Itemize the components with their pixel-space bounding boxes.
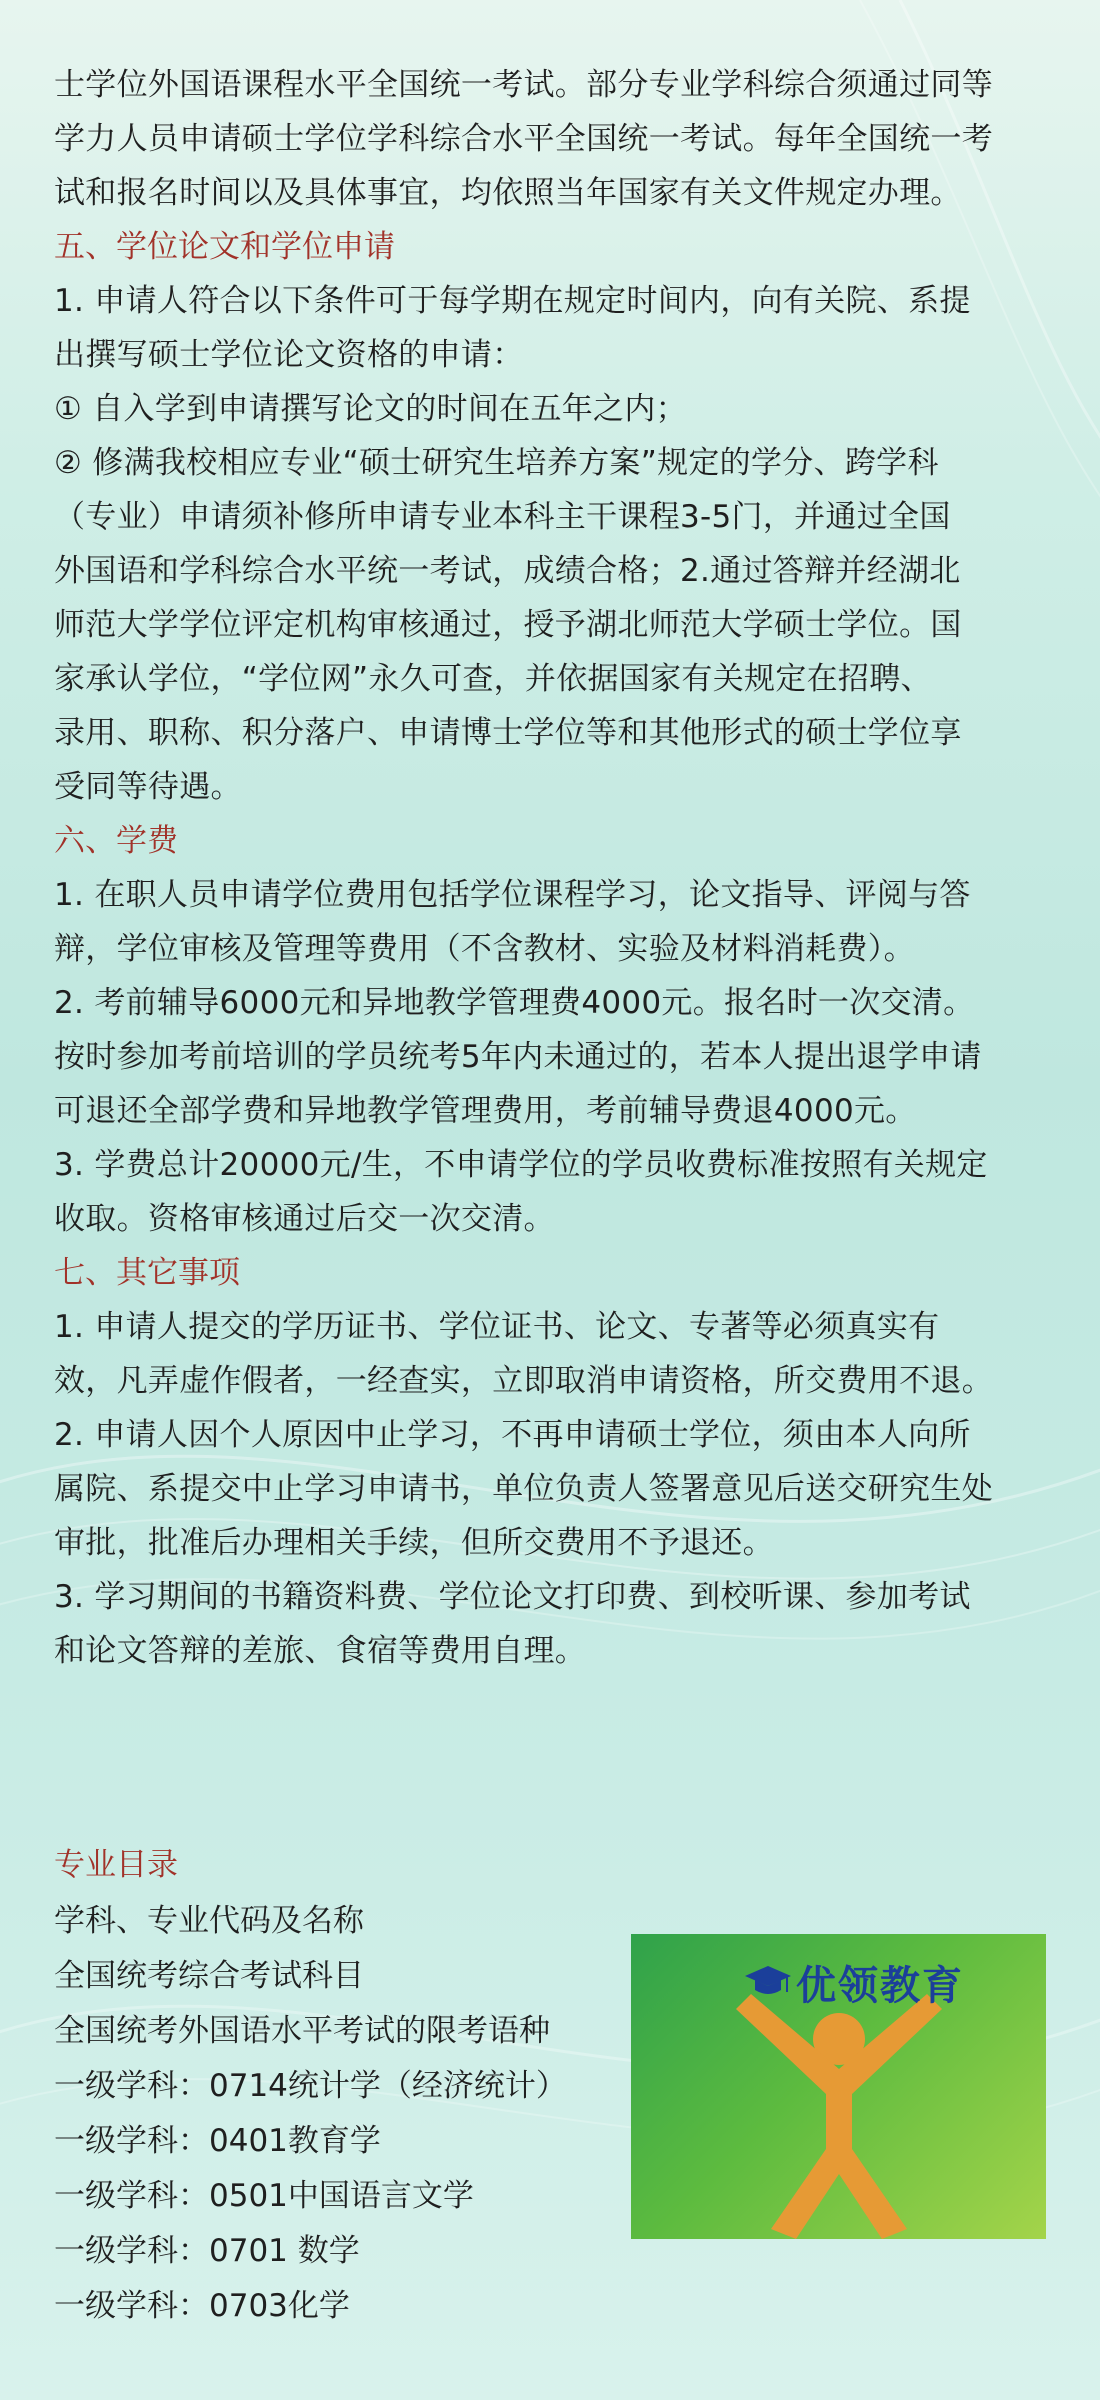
text-line: 属院、系提交中止学习申请书，单位负责人签署意见后送交研究生处	[54, 1471, 993, 1507]
text-line: 士学位外国语课程水平全国统一考试。部分专业学科综合须通过同等	[54, 67, 993, 103]
text-line: 和论文答辩的差旅、食宿等费用自理。	[54, 1633, 587, 1669]
text-line: 按时参加考前培训的学员统考5年内未通过的，若本人提出退学申请	[54, 1039, 982, 1075]
text-line: 审批，批准后办理相关手续，但所交费用不予退还。	[54, 1525, 774, 1561]
text-line: 3. 学费总计20000元/生，不申请学位的学员收费标准按照有关规定	[54, 1147, 988, 1183]
text-line: 效，凡弄虚作假者，一经查实，立即取消申请资格，所交费用不退。	[54, 1363, 993, 1399]
directory-item: 一级学科：0701 数学	[54, 2233, 360, 2269]
text-line: 受同等待遇。	[54, 769, 242, 805]
section-heading: 六、学费	[54, 823, 178, 859]
text-line: 3. 学习期间的书籍资料费、学位论文打印费、到校听课、参加考试	[54, 1579, 971, 1615]
text-line: 师范大学学位评定机构审核通过，授予湖北师范大学硕士学位。国	[54, 607, 962, 643]
text-line: ① 自入学到申请撰写论文的时间在五年之内；	[54, 391, 687, 427]
text-line: 1. 申请人提交的学历证书、学位证书、论文、专著等必须真实有	[54, 1309, 940, 1345]
logo-text: 优领教育	[796, 1963, 964, 2009]
text-line: 1. 在职人员申请学位费用包括学位课程学习，论文指导、评阅与答	[54, 877, 971, 913]
text-line: 家承认学位，“学位网”永久可查，并依据国家有关规定在招聘、	[54, 661, 932, 697]
directory-item: 全国统考外国语水平考试的限考语种	[54, 2013, 550, 2049]
text-line: ② 修满我校相应专业“硕士研究生培养方案”规定的学分、跨学科	[54, 445, 939, 481]
document-body	[54, 58, 1054, 1678]
directory-item: 一级学科：0401教育学	[54, 2123, 381, 2159]
directory-item: 一级学科：0703化学	[54, 2288, 350, 2324]
text-line: 可退还全部学费和异地教学管理费用，考前辅导费退4000元。	[54, 1093, 917, 1129]
text-line: 辩，学位审核及管理等费用（不含教材、实验及材料消耗费）。	[54, 931, 915, 967]
graduation-cap-icon	[743, 1964, 793, 2000]
text-line: 出撰写硕士学位论文资格的申请：	[54, 337, 524, 373]
text-line: 试和报名时间以及具体事宜，均依照当年国家有关文件规定办理。	[54, 175, 962, 211]
text-line: 2. 申请人因个人原因中止学习，不再申请硕士学位，须由本人向所	[54, 1417, 971, 1453]
directory-heading: 专业目录	[54, 1847, 178, 1883]
directory-item: 全国统考综合考试科目	[54, 1958, 364, 1994]
section-heading: 七、其它事项	[54, 1255, 240, 1291]
text-line: 收取。资格审核通过后交一次交清。	[54, 1201, 555, 1237]
text-line: 学力人员申请硕士学位学科综合水平全国统一考试。每年全国统一考	[54, 121, 993, 157]
text-line: 录用、职称、积分落户、申请博士学位等和其他形式的硕士学位享	[54, 715, 962, 751]
text-line: 2. 考前辅导6000元和异地教学管理费4000元。报名时一次交清。	[54, 985, 975, 1021]
text-line: 外国语和学科综合水平统一考试，成绩合格；2.通过答辩并经湖北	[54, 553, 961, 589]
program-directory	[54, 1838, 614, 2334]
text-line: （专业）申请须补修所申请专业本科主干课程3-5门，并通过全国	[54, 499, 951, 535]
directory-item: 学科、专业代码及名称	[54, 1903, 364, 1939]
text-line: 1. 申请人符合以下条件可于每学期在规定时间内，向有关院、系提	[54, 283, 971, 319]
directory-item: 一级学科：0501中国语言文学	[54, 2178, 474, 2214]
directory-list	[54, 1894, 614, 2334]
directory-item: 一级学科：0714统计学（经济统计）	[54, 2068, 567, 2104]
brand-logo	[631, 1934, 1046, 2239]
section-heading: 五、学位论文和学位申请	[54, 229, 395, 265]
